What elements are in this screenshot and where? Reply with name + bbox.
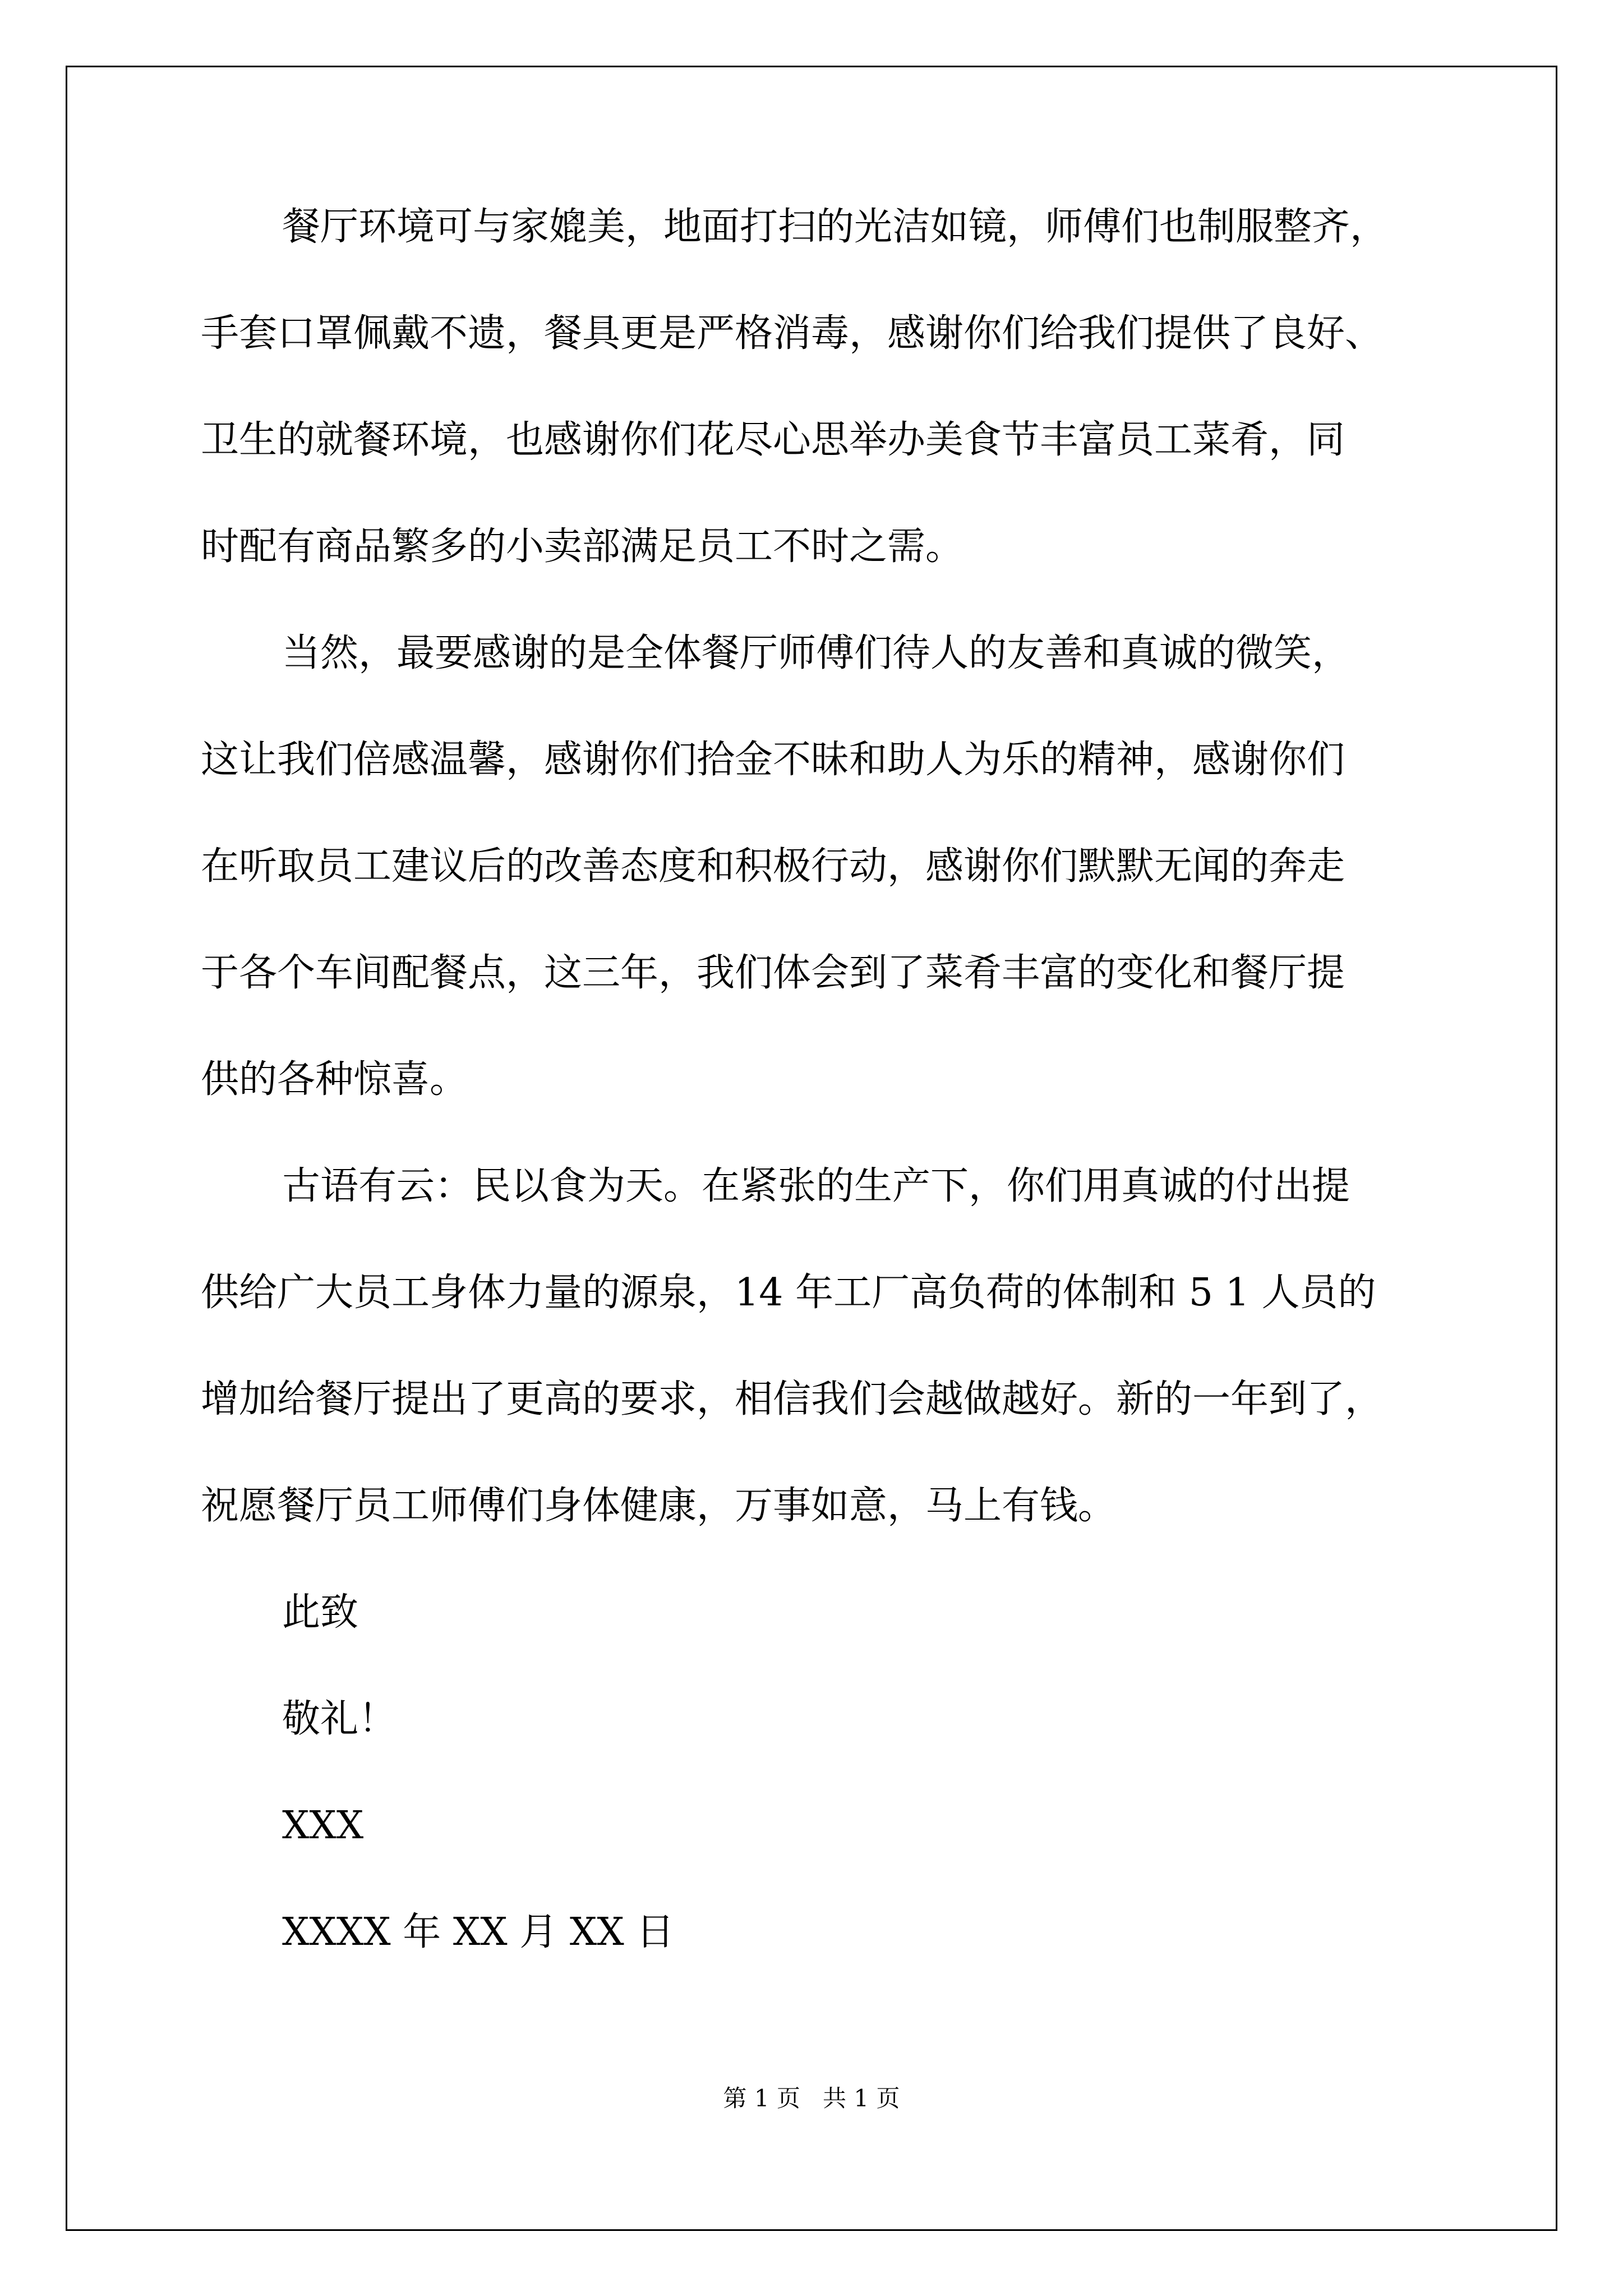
closing-date: XXXX 年 XX 月 XX 日: [282, 1910, 675, 1954]
paragraph-2-line-2: 这让我们倍感温馨，感谢你们拾金不昧和助人为乐的精神，感谢你们: [201, 738, 1345, 782]
paragraph-3-line-4: 祝愿餐厅员工师傅们身体健康，万事如意，马上有钱。: [201, 1484, 1117, 1528]
page-footer: [0, 2083, 1623, 2114]
closing-signature: XXX: [282, 1803, 364, 1848]
paragraph-1-line-2: 手套口罩佩戴不遗，餐具更是严格消毒，感谢你们给我们提供了良好、: [201, 311, 1384, 356]
paragraph-1-line-1: 餐厅环境可与家媲美，地面打扫的光洁如镜，师傅们也制服整齐，: [282, 205, 1389, 249]
paragraph-1-line-3: 卫生的就餐环境，也感谢你们花尽心思举办美食节丰富员工菜肴，同: [201, 418, 1345, 462]
paragraph-1-line-4: 时配有商品繁多的小卖部满足员工不时之需。: [201, 524, 964, 569]
page-frame: [66, 66, 1557, 2231]
paragraph-2-line-4: 于各个车间配餐点，这三年，我们体会到了菜肴丰富的变化和餐厅提: [201, 951, 1345, 995]
footer-page-label: 第 1 页: [723, 2085, 800, 2112]
footer-total-label: 共 1 页: [823, 2085, 900, 2112]
paragraph-2-line-5: 供的各种惊喜。: [201, 1057, 468, 1102]
paragraph-3-line-2: 供给广大员工身体力量的源泉，14 年工厂高负荷的体制和 5 1 人员的: [201, 1271, 1376, 1315]
paragraph-3-line-3: 增加给餐厅提出了更高的要求，相信我们会越做越好。新的一年到了，: [201, 1377, 1384, 1421]
paragraph-2-line-3: 在听取员工建议后的改善态度和积极行动，感谢你们默默无闻的奔走: [201, 844, 1345, 889]
paragraph-2-line-1: 当然，最要感谢的是全体餐厅师傅们待人的友善和真诚的微笑，: [282, 631, 1350, 675]
paragraph-3-line-1: 古语有云：民以食为天。在紧张的生产下，你们用真诚的付出提: [282, 1164, 1350, 1208]
closing-respect: 敬礼！: [282, 1697, 397, 1741]
closing-salutation: 此致: [282, 1590, 359, 1635]
